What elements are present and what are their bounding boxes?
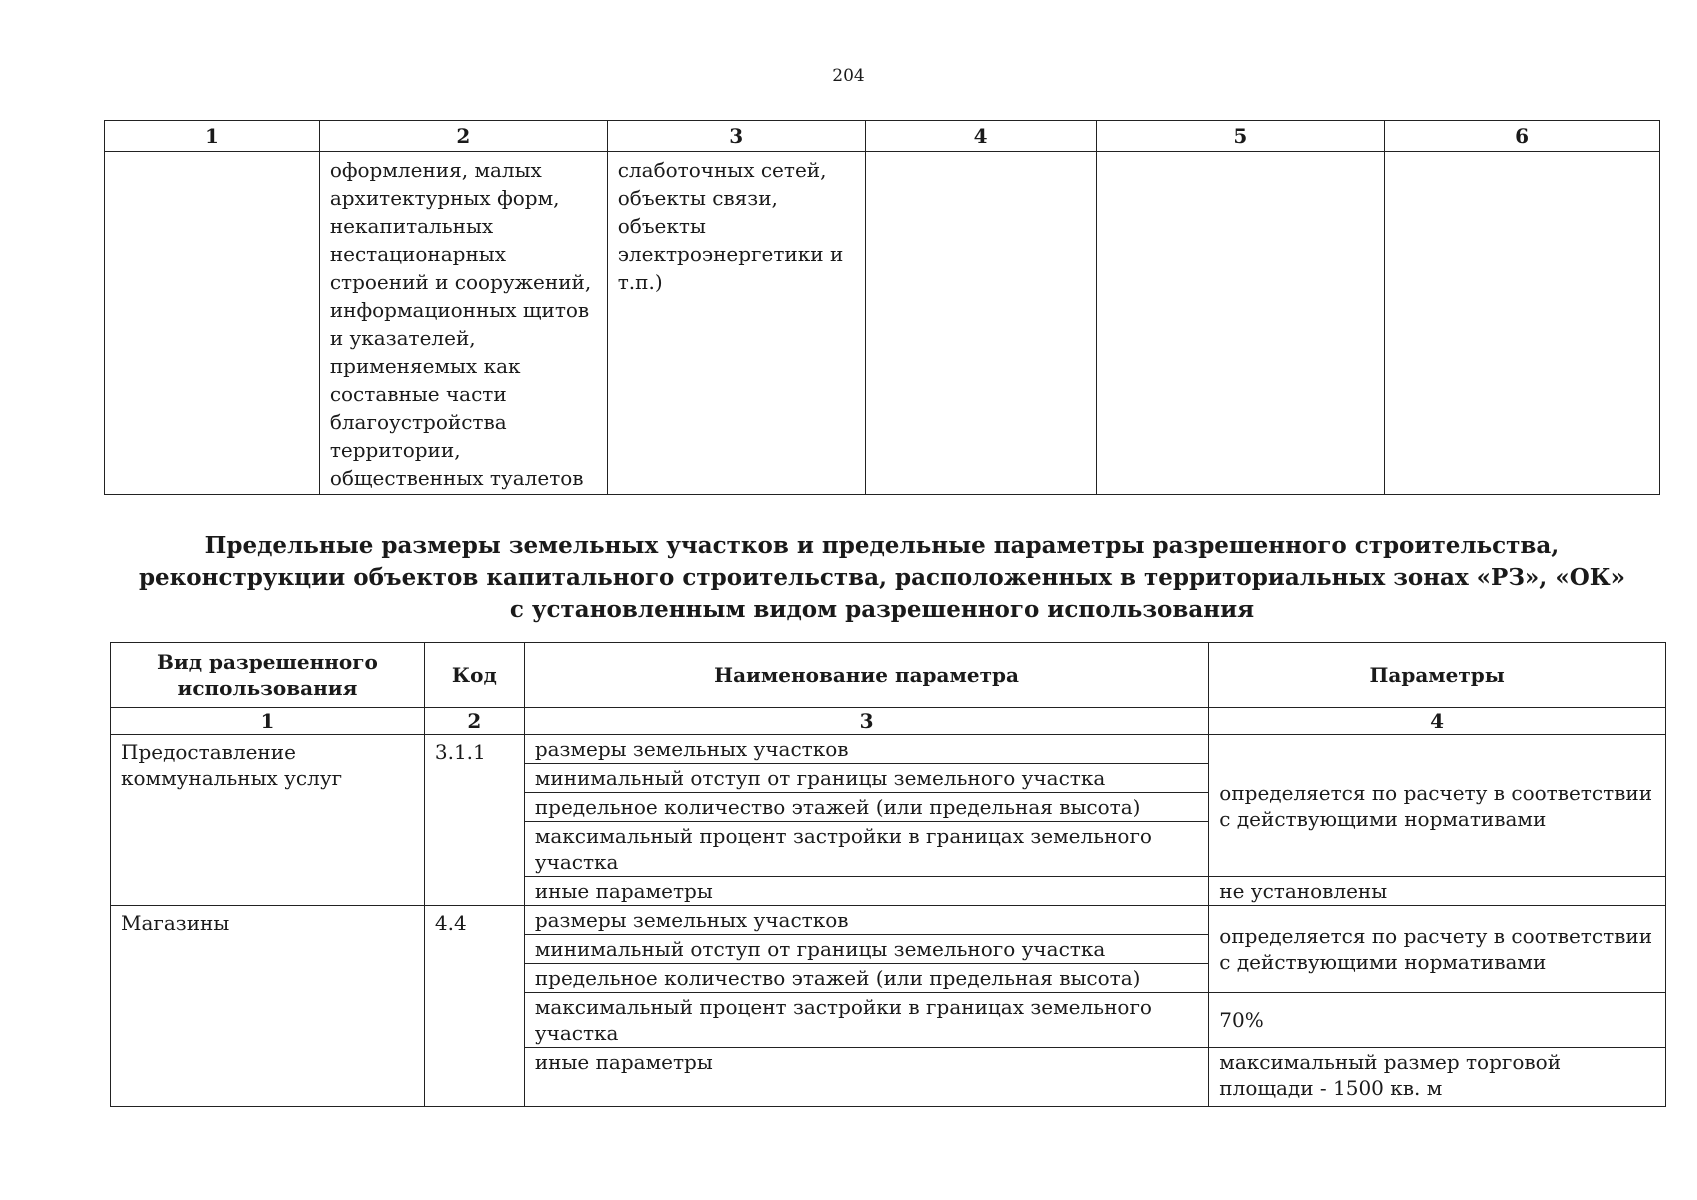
parameter-name: иные параметры	[524, 1048, 1208, 1107]
parameter-name: минимальный отступ от границы земельного участка	[524, 935, 1208, 964]
column-number: 6	[1385, 121, 1660, 152]
parameter-value: 70%	[1209, 993, 1666, 1048]
column-header: Код	[424, 643, 524, 708]
table-cell: слаботочных сетей, объекты связи, объекты электроэнергетики и т.п.)	[607, 152, 865, 495]
parameters-table	[110, 642, 1666, 1107]
column-number: 4	[1209, 708, 1666, 735]
code-cell: 4.4	[424, 906, 524, 1107]
table-row	[111, 906, 1666, 935]
use-type-cell: Магазины	[111, 906, 425, 1107]
column-number: 2	[424, 708, 524, 735]
section-title-line: Предельные размеры земельных участков и предельные параметры разрешенного строительства,	[204, 532, 1560, 559]
continuation-row	[105, 152, 1660, 495]
table-cell	[1096, 152, 1385, 495]
column-number: 3	[607, 121, 865, 152]
continuation-table	[104, 120, 1660, 495]
section-title-line: с установленным видом разрешенного использования	[509, 596, 1255, 623]
table-cell	[1385, 152, 1660, 495]
parameter-name: максимальный процент застройки в границах земельного участка	[524, 822, 1208, 877]
column-number: 3	[524, 708, 1208, 735]
column-number: 5	[1096, 121, 1385, 152]
page-number: 204	[832, 66, 865, 86]
header-row	[111, 643, 1666, 708]
continuation-header-row	[105, 121, 1660, 152]
column-number-row	[111, 708, 1666, 735]
parameter-name: размеры земельных участков	[524, 735, 1208, 764]
parameter-name: минимальный отступ от границы земельного участка	[524, 764, 1208, 793]
parameter-name: предельное количество этажей (или предельная высота)	[524, 793, 1208, 822]
parameter-name: предельное количество этажей (или предельная высота)	[524, 964, 1208, 993]
parameter-name: иные параметры	[524, 877, 1208, 906]
column-number: 4	[865, 121, 1096, 152]
column-header: Наименование параметра	[524, 643, 1208, 708]
parameter-value: определяется по расчету в соответствии с действующими нормативами	[1209, 735, 1666, 877]
table-cell: оформления, малых архитектурных форм, некапитальных нестационарных строений и сооружений, информационных щитов и указателей, применяемых как составные части благоустройства территории, общественных туалетов	[319, 152, 607, 495]
parameter-value: определяется по расчету в соответствии с действующими нормативами	[1209, 906, 1666, 993]
column-number: 2	[319, 121, 607, 152]
use-type-cell: Предоставление коммунальных услуг	[111, 735, 425, 906]
section-title-line: реконструкции объектов капитального строительства, расположенных в территориальных зонах «РЗ», «ОК»	[138, 564, 1626, 591]
section-title	[104, 530, 1660, 626]
parameter-name: размеры земельных участков	[524, 906, 1208, 935]
code-cell: 3.1.1	[424, 735, 524, 906]
parameter-value: не установлены	[1209, 877, 1666, 906]
column-number: 1	[105, 121, 320, 152]
table-row	[111, 735, 1666, 764]
column-header: Параметры	[1209, 643, 1666, 708]
table-cell	[865, 152, 1096, 495]
table-cell	[105, 152, 320, 495]
parameter-value: максимальный размер торговой площади - 1500 кв. м	[1209, 1048, 1666, 1107]
column-header: Вид разрешенного использования	[111, 643, 425, 708]
parameter-name: максимальный процент застройки в границах земельного участка	[524, 993, 1208, 1048]
column-number: 1	[111, 708, 425, 735]
